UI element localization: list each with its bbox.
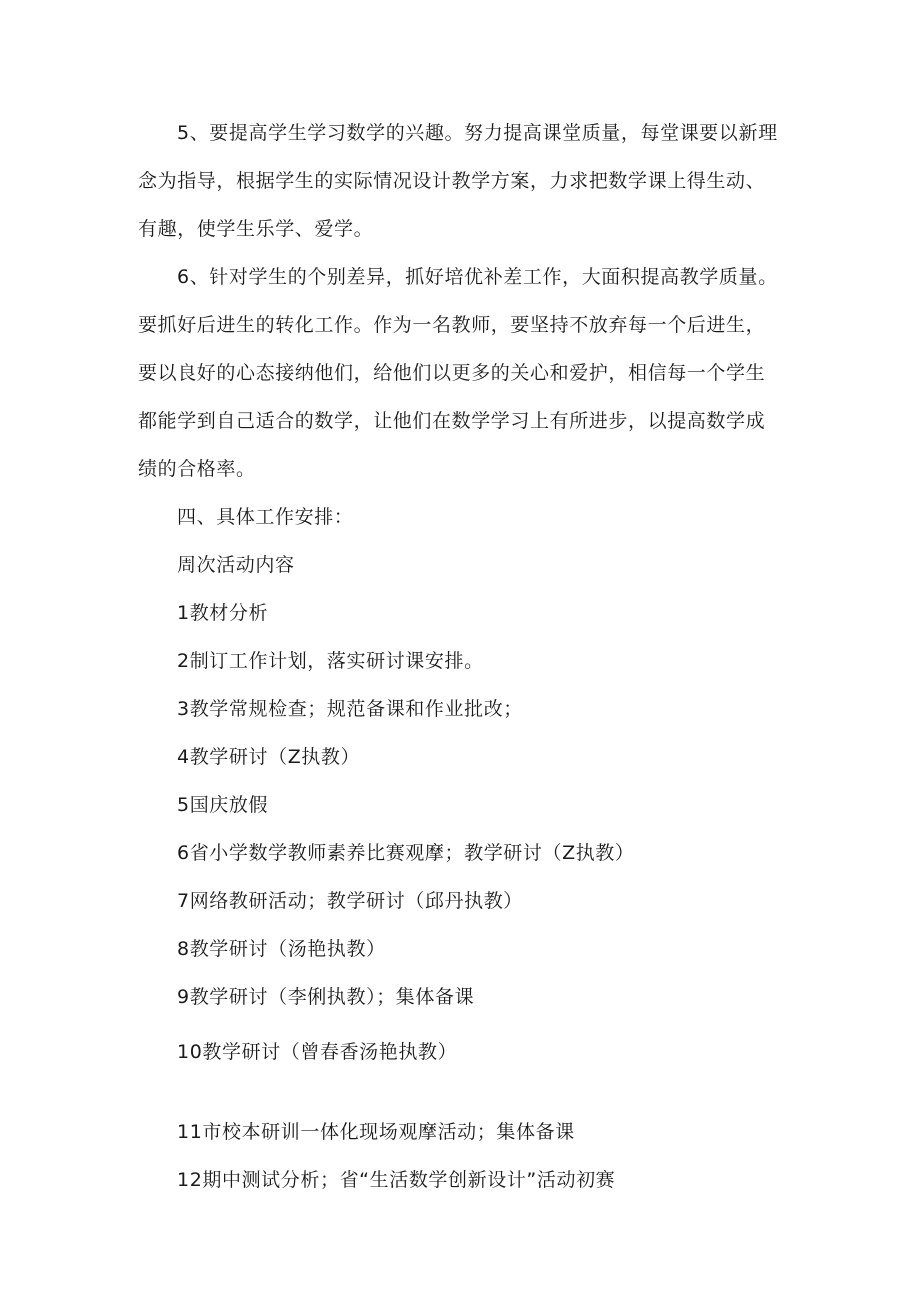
schedule-item: 8教学研讨（汤艳执教）	[177, 938, 386, 960]
schedule-item: 1教材分析	[177, 602, 269, 624]
schedule-item: 12期中测试分析；省“生活数学创新设计”活动初赛	[177, 1169, 616, 1191]
schedule-item: 4教学研讨（Z执教）	[177, 746, 361, 768]
schedule-item: 11市校本研训一体化现场观摩活动；集体备课	[177, 1121, 575, 1143]
paragraph-line: 要抓好后进生的转化工作。作为一名教师，要坚持不放弃每一个后进生，	[138, 314, 766, 336]
paragraph-line: 有趣，使学生乐学、爱学。	[138, 218, 374, 240]
schedule-item: 3教学常规检查；规范备课和作业批改；	[177, 698, 523, 720]
schedule-item: 5国庆放假	[177, 794, 269, 816]
paragraph-line: 5、要提高学生学习数学的兴趣。努力提高课堂质量，每堂课要以新理	[177, 122, 778, 144]
schedule-item: 7网络教研活动；教学研讨（邱丹执教）	[177, 890, 523, 912]
paragraph-line: 念为指导，根据学生的实际情况设计教学方案，力求把数学课上得生动、	[138, 170, 766, 192]
section-heading: 四、具体工作安排：	[177, 506, 354, 528]
schedule-item: 10教学研讨（曾春香汤艳执教）	[177, 1041, 458, 1063]
schedule-item: 9教学研讨（李俐执教）；集体备课	[177, 986, 475, 1008]
paragraph-line: 6、针对学生的个别差异，抓好培优补差工作，大面积提高教学质量。	[177, 266, 778, 288]
paragraph-line: 绩的合格率。	[138, 458, 256, 480]
schedule-item: 2制订工作计划，落实研讨课安排。	[177, 650, 484, 672]
schedule-header: 周次活动内容	[177, 554, 295, 576]
paragraph-line: 都能学到自己适合的数学，让他们在数学学习上有所进步，以提高数学成	[138, 410, 766, 432]
schedule-item: 6省小学数学教师素养比赛观摩；教学研讨（Z执教）	[177, 842, 635, 864]
paragraph-line: 要以良好的心态接纳他们，给他们以更多的关心和爱护，相信每一个学生	[138, 362, 766, 384]
